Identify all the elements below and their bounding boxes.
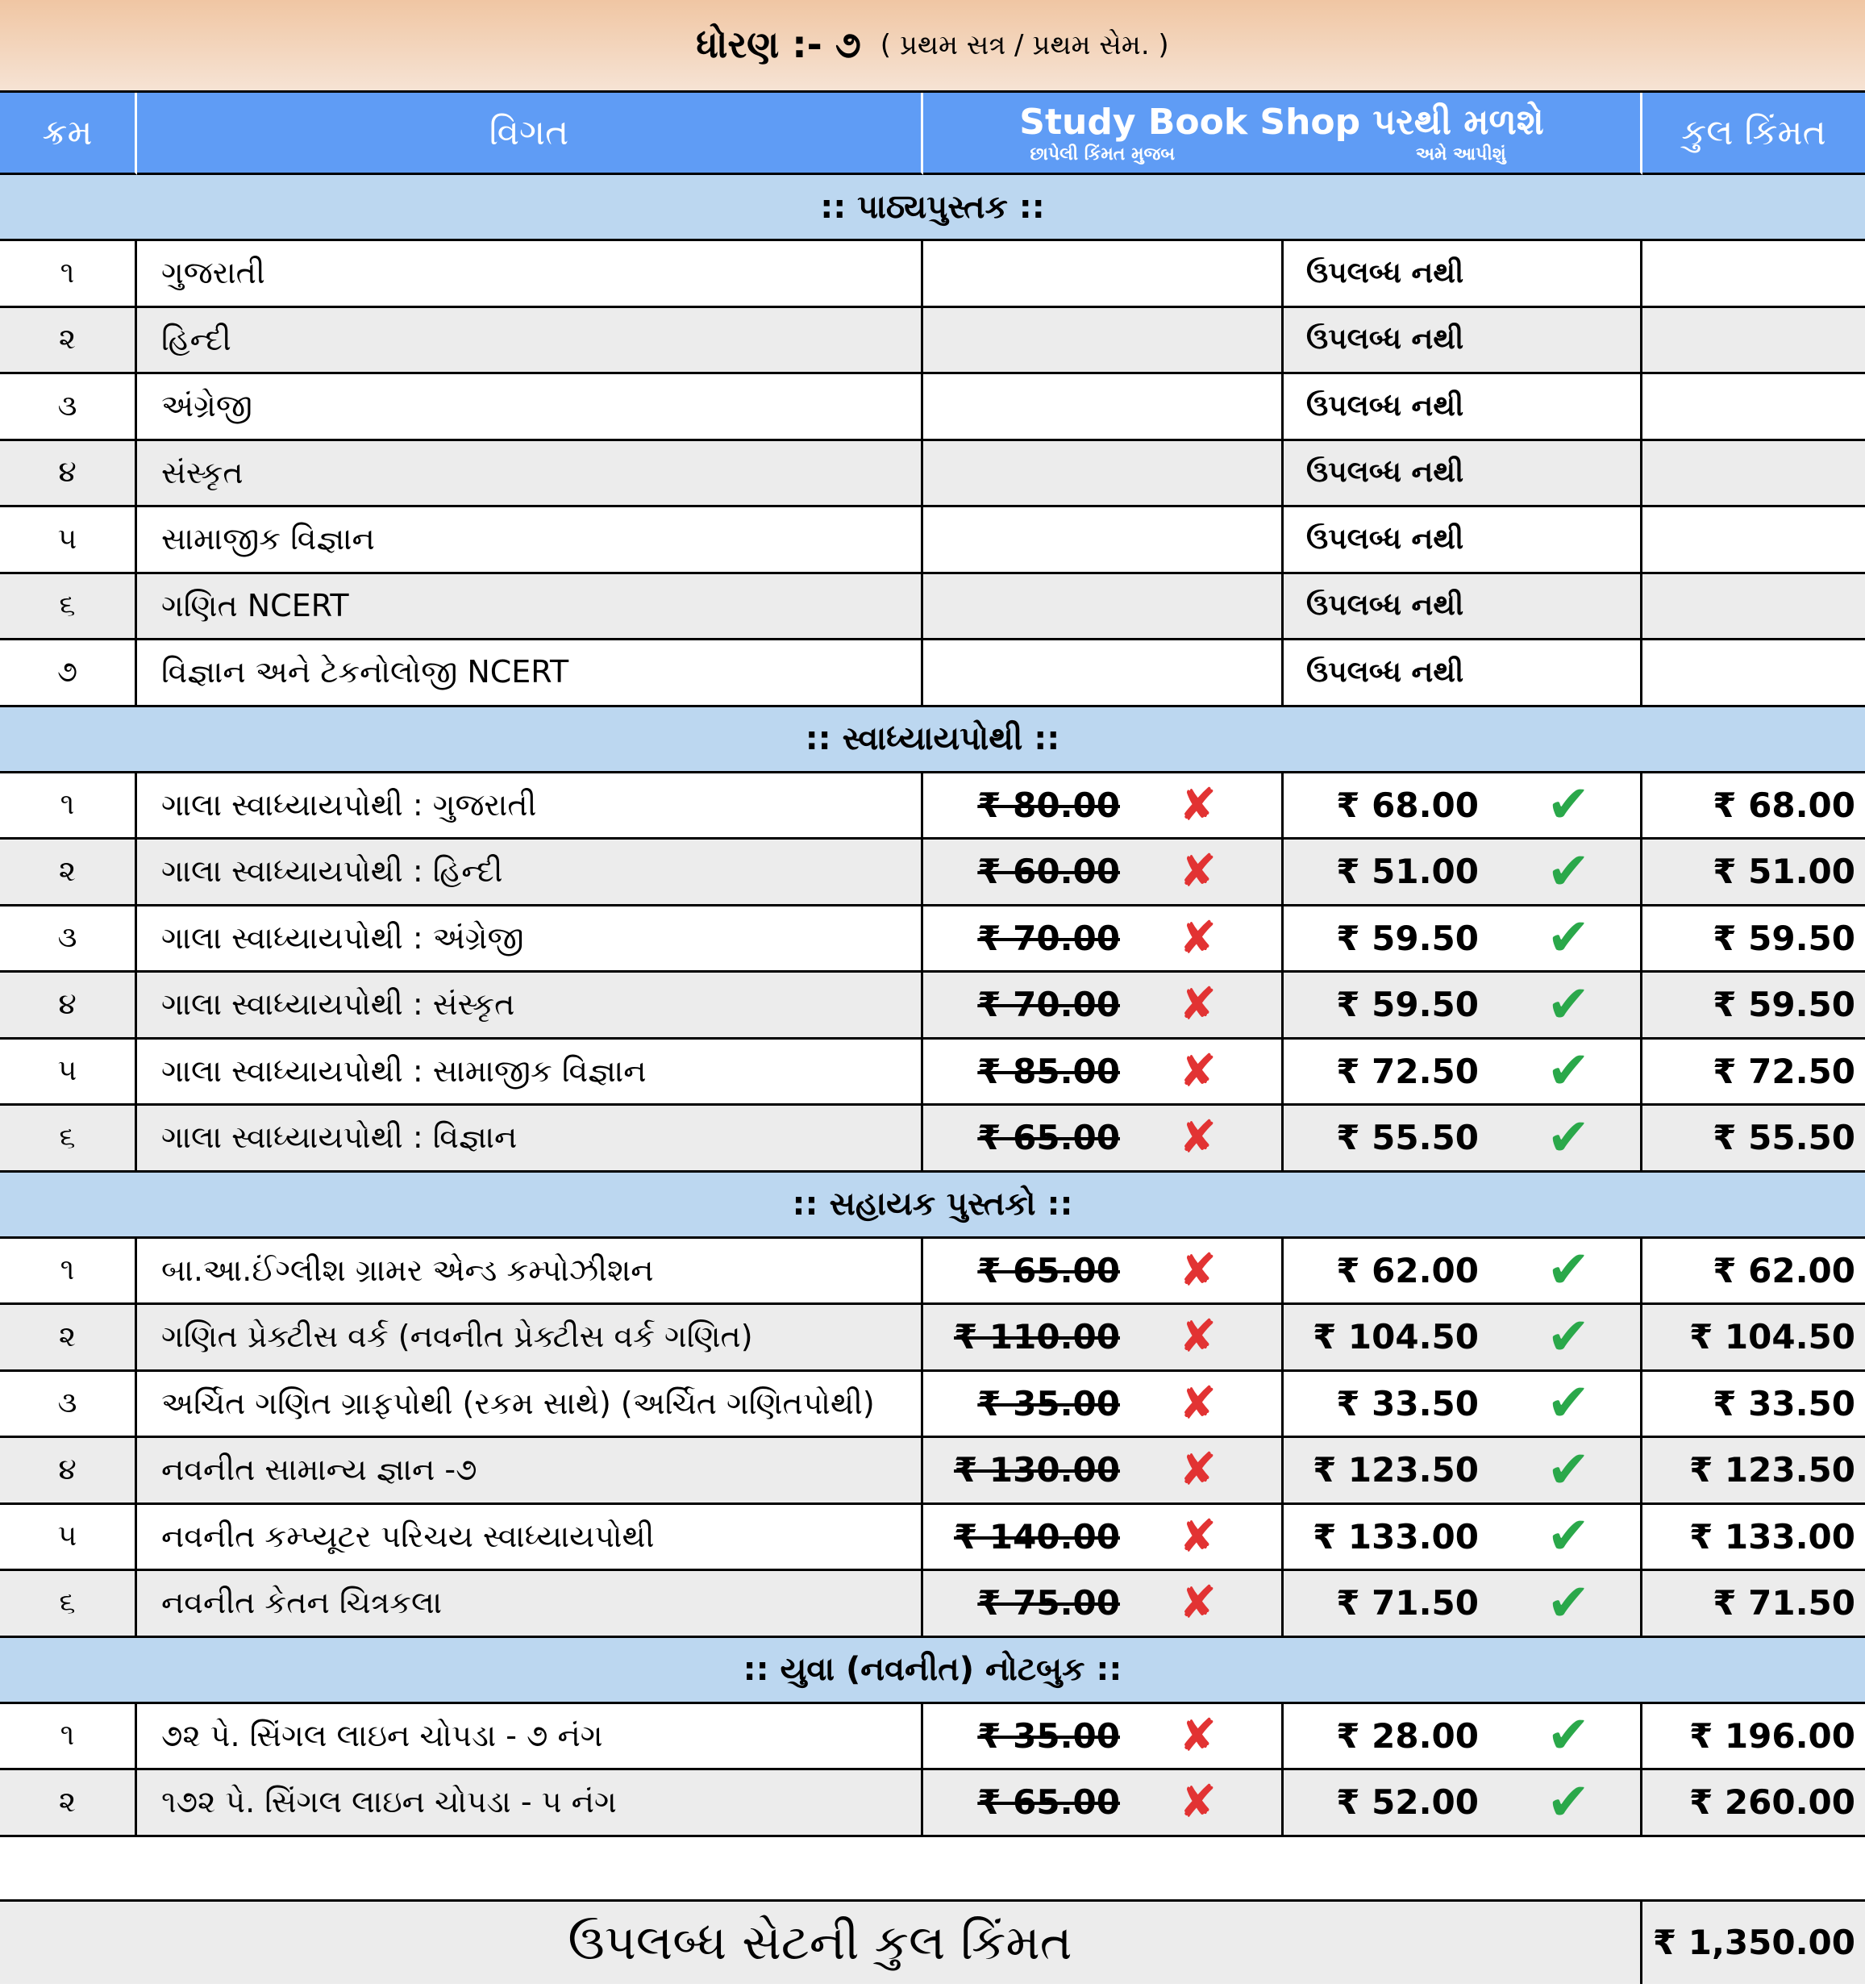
total-price: ₹ 59.50	[1642, 906, 1865, 973]
total-price: ₹ 68.00	[1642, 773, 1865, 840]
our-price: ₹ 55.50	[1336, 1118, 1479, 1158]
printed-price-cell	[923, 906, 1284, 973]
row-description: ગાલા સ્વાધ્યાયપોથી : અંગ્રેજી	[137, 906, 923, 973]
row-number: ૪	[0, 973, 137, 1040]
red-cross-icon: ✘	[1179, 1709, 1217, 1762]
red-cross-icon: ✘	[1179, 1244, 1217, 1297]
row-description: નવનીત કમ્પ્યૂટર પરિચય સ્વાધ્યાયપોથી	[137, 1505, 923, 1572]
total-price: ₹ 196.00	[1642, 1704, 1865, 1771]
printed-price: ₹ 80.00	[977, 785, 1120, 825]
row-description: ગાલા સ્વાધ્યાયપોથી : હિન્દી	[137, 840, 923, 906]
total-price-cell	[1642, 241, 1865, 308]
total-price-cell	[1642, 441, 1865, 508]
red-cross-icon: ✘	[1179, 911, 1217, 965]
our-price-cell	[1284, 1571, 1642, 1638]
printed-price: ₹ 75.00	[977, 1583, 1120, 1623]
total-price-cell	[1642, 574, 1865, 641]
row-description: ગણિત NCERT	[137, 574, 923, 641]
header-desc: વિગત	[137, 93, 923, 175]
row-number: ૫	[0, 1040, 137, 1107]
red-cross-icon: ✘	[1179, 1377, 1217, 1430]
printed-price-cell	[923, 840, 1284, 906]
row-description: અર્ચિત ગણિત ગ્રાફપોથી (રકમ સાથે) (અર્ચિત ગણિતપોથી)	[137, 1372, 923, 1439]
row-description: ગાલા સ્વાધ્યાયપોથી : વિજ્ઞાન	[137, 1106, 923, 1173]
row-description: ગણિત પ્રેક્ટીસ વર્ક (નવનીત પ્રેક્ટીસ વર્ક ગણિત)	[137, 1305, 923, 1372]
red-cross-icon: ✘	[1179, 845, 1217, 898]
printed-price-cell	[923, 1372, 1284, 1439]
title-main: ધોરણ :- ૭	[696, 23, 861, 66]
availability-status: ઉપલબ્ધ નથી	[1284, 441, 1642, 508]
green-check-icon: ✔	[1547, 1440, 1590, 1500]
row-number: ૨	[0, 308, 137, 375]
row-number: ૨	[0, 1770, 137, 1837]
availability-status: ઉપલબ્ધ નથી	[1284, 241, 1642, 308]
red-cross-icon: ✘	[1179, 1311, 1217, 1364]
green-check-icon: ✔	[1547, 1373, 1590, 1434]
section-title: :: પાઠ્યપુસ્તક ::	[0, 175, 1865, 241]
total-price-cell	[1642, 507, 1865, 574]
total-price: ₹ 33.50	[1642, 1372, 1865, 1439]
our-price-cell	[1284, 1106, 1642, 1173]
our-price-cell	[1284, 1770, 1642, 1837]
row-description: હિન્દી	[137, 308, 923, 375]
blank-row	[0, 1837, 1865, 1902]
green-check-icon: ✔	[1547, 1107, 1590, 1168]
row-description: ગાલા સ્વાધ્યાયપોથી : સંસ્કૃત	[137, 973, 923, 1040]
red-cross-icon: ✘	[1179, 1776, 1217, 1829]
printed-price: ₹ 65.00	[977, 1250, 1120, 1290]
red-cross-icon: ✘	[1179, 1577, 1217, 1630]
total-price: ₹ 104.50	[1642, 1305, 1865, 1372]
row-number: ૫	[0, 1505, 137, 1572]
row-description: નવનીત સામાન્ય જ્ઞાન -૭	[137, 1438, 923, 1505]
green-check-icon: ✔	[1547, 1307, 1590, 1367]
page-title	[0, 0, 1865, 93]
row-number: ૭	[0, 640, 137, 707]
printed-price: ₹ 35.00	[977, 1383, 1120, 1423]
green-check-icon: ✔	[1547, 775, 1590, 836]
row-number: ૩	[0, 374, 137, 441]
printed-price: ₹ 65.00	[977, 1782, 1120, 1823]
row-number: ૫	[0, 507, 137, 574]
green-check-icon: ✔	[1547, 908, 1590, 969]
our-price: ₹ 133.00	[1313, 1516, 1479, 1557]
printed-price-cell	[923, 1040, 1284, 1107]
red-cross-icon: ✘	[1179, 1111, 1217, 1165]
row-number: ૬	[0, 1106, 137, 1173]
green-check-icon: ✔	[1547, 1573, 1590, 1633]
row-description: સંસ્કૃત	[137, 441, 923, 508]
our-price: ₹ 71.50	[1336, 1583, 1479, 1623]
our-price-cell	[1284, 973, 1642, 1040]
total-price: ₹ 133.00	[1642, 1505, 1865, 1572]
total-price-cell	[1642, 640, 1865, 707]
title-sub: ( પ્રથમ સત્ર / પ્રથમ સેમ. )	[880, 29, 1169, 61]
availability-status: ઉપલબ્ધ નથી	[1284, 374, 1642, 441]
row-description: વિજ્ઞાન અને ટેકનોલોજી NCERT	[137, 640, 923, 707]
our-price-cell	[1284, 840, 1642, 906]
printed-price: ₹ 70.00	[977, 985, 1120, 1025]
grand-total-label: ઉપલબ્ધ સેટની કુલ કિંમત	[0, 1902, 1642, 1984]
our-price-cell	[1284, 1305, 1642, 1372]
total-price: ₹ 51.00	[1642, 840, 1865, 906]
green-check-icon: ✔	[1547, 841, 1590, 902]
our-price-cell	[1284, 1040, 1642, 1107]
printed-price-cell	[923, 1770, 1284, 1837]
section-title: :: સહાયક પુસ્તકો ::	[0, 1173, 1865, 1239]
printed-price-cell	[923, 374, 1284, 441]
row-number: ૨	[0, 1305, 137, 1372]
row-number: ૧	[0, 1239, 137, 1306]
printed-price-cell	[923, 973, 1284, 1040]
our-price-cell	[1284, 1704, 1642, 1771]
our-price: ₹ 59.50	[1336, 985, 1479, 1025]
red-cross-icon: ✘	[1179, 1510, 1217, 1563]
printed-price: ₹ 140.00	[954, 1516, 1120, 1557]
printed-price: ₹ 60.00	[977, 852, 1120, 892]
printed-price-cell	[923, 308, 1284, 375]
row-description: ગાલા સ્વાધ્યાયપોથી : ગુજરાતી	[137, 773, 923, 840]
our-price-cell	[1284, 1505, 1642, 1572]
availability-status: ઉપલબ્ધ નથી	[1284, 308, 1642, 375]
row-number: ૪	[0, 1438, 137, 1505]
row-number: ૨	[0, 840, 137, 906]
our-price: ₹ 123.50	[1313, 1450, 1479, 1490]
total-price: ₹ 71.50	[1642, 1571, 1865, 1638]
printed-price-cell	[923, 773, 1284, 840]
printed-price: ₹ 130.00	[954, 1450, 1120, 1490]
red-cross-icon: ✘	[1179, 1044, 1217, 1098]
section-title: :: યુવા (નવનીત) નોટબુક ::	[0, 1638, 1865, 1704]
printed-price-cell	[923, 640, 1284, 707]
our-price-cell	[1284, 1372, 1642, 1439]
header-printed-price: છાપેલી કિંમત મુજબ	[1030, 144, 1176, 165]
our-price: ₹ 72.50	[1336, 1051, 1479, 1091]
our-price-cell	[1284, 1239, 1642, 1306]
our-price: ₹ 33.50	[1336, 1383, 1479, 1423]
printed-price: ₹ 65.00	[977, 1118, 1120, 1158]
header-total: કુલ કિંમત	[1642, 93, 1865, 175]
section-title: :: સ્વાધ્યાયપોથી ::	[0, 707, 1865, 773]
row-description: અંગ્રેજી	[137, 374, 923, 441]
row-description: ૭૨ પે. સિંગલ લાઇન ચોપડા - ૭ નંગ	[137, 1704, 923, 1771]
total-price: ₹ 260.00	[1642, 1770, 1865, 1837]
header-our-price: અમે આપીશું	[1415, 144, 1506, 165]
printed-price-cell	[923, 507, 1284, 574]
our-price: ₹ 62.00	[1336, 1250, 1479, 1290]
printed-price-cell	[923, 1571, 1284, 1638]
red-cross-icon: ✘	[1179, 778, 1217, 831]
row-number: ૬	[0, 1571, 137, 1638]
green-check-icon: ✔	[1547, 1706, 1590, 1766]
printed-price-cell	[923, 574, 1284, 641]
printed-price: ₹ 35.00	[977, 1715, 1120, 1756]
green-check-icon: ✔	[1547, 1041, 1590, 1102]
printed-price-cell	[923, 1239, 1284, 1306]
printed-price: ₹ 85.00	[977, 1051, 1120, 1091]
our-price: ₹ 52.00	[1336, 1782, 1479, 1823]
row-number: ૧	[0, 773, 137, 840]
row-number: ૩	[0, 906, 137, 973]
total-price: ₹ 55.50	[1642, 1106, 1865, 1173]
red-cross-icon: ✘	[1179, 978, 1217, 1032]
header-shop-title: Study Book Shop પરથી મળશે	[1019, 101, 1544, 143]
printed-price: ₹ 110.00	[954, 1317, 1120, 1357]
printed-price-cell	[923, 441, 1284, 508]
our-price: ₹ 51.00	[1336, 852, 1479, 892]
total-price-cell	[1642, 374, 1865, 441]
printed-price-cell	[923, 1505, 1284, 1572]
printed-price: ₹ 70.00	[977, 918, 1120, 958]
total-price: ₹ 62.00	[1642, 1239, 1865, 1306]
grand-total-value: ₹ 1,350.00	[1642, 1902, 1865, 1984]
availability-status: ઉપલબ્ધ નથી	[1284, 574, 1642, 641]
header-num: ક્રમ	[0, 93, 137, 175]
total-price-cell	[1642, 308, 1865, 375]
row-number: ૧	[0, 1704, 137, 1771]
row-number: ૧	[0, 241, 137, 308]
header-shop	[923, 93, 1642, 175]
row-description: ગુજરાતી	[137, 241, 923, 308]
red-cross-icon: ✘	[1179, 1444, 1217, 1497]
green-check-icon: ✔	[1547, 1507, 1590, 1567]
our-price-cell	[1284, 1438, 1642, 1505]
total-price: ₹ 72.50	[1642, 1040, 1865, 1107]
row-description: સામાજીક વિજ્ઞાન	[137, 507, 923, 574]
row-description: બા.આ.ઈંગ્લીશ ગ્રામર એન્ડ કમ્પોઝીશન	[137, 1239, 923, 1306]
row-number: ૬	[0, 574, 137, 641]
our-price-cell	[1284, 773, 1642, 840]
our-price-cell	[1284, 906, 1642, 973]
row-description: ગાલા સ્વાધ્યાયપોથી : સામાજીક વિજ્ઞાન	[137, 1040, 923, 1107]
green-check-icon: ✔	[1547, 1240, 1590, 1301]
row-description: નવનીત કેતન ચિત્રકલા	[137, 1571, 923, 1638]
availability-status: ઉપલબ્ધ નથી	[1284, 507, 1642, 574]
printed-price-cell	[923, 241, 1284, 308]
our-price: ₹ 104.50	[1313, 1317, 1479, 1357]
availability-status: ઉપલબ્ધ નથી	[1284, 640, 1642, 707]
row-number: ૩	[0, 1372, 137, 1439]
printed-price-cell	[923, 1106, 1284, 1173]
printed-price-cell	[923, 1438, 1284, 1505]
our-price: ₹ 68.00	[1336, 785, 1479, 825]
total-price: ₹ 59.50	[1642, 973, 1865, 1040]
our-price: ₹ 59.50	[1336, 918, 1479, 958]
row-description: ૧૭૨ પે. સિંગલ લાઇન ચોપડા - ૫ નંગ	[137, 1770, 923, 1837]
printed-price-cell	[923, 1704, 1284, 1771]
green-check-icon: ✔	[1547, 974, 1590, 1035]
green-check-icon: ✔	[1547, 1772, 1590, 1832]
our-price: ₹ 28.00	[1336, 1715, 1479, 1756]
printed-price-cell	[923, 1305, 1284, 1372]
total-price: ₹ 123.50	[1642, 1438, 1865, 1505]
row-number: ૪	[0, 441, 137, 508]
